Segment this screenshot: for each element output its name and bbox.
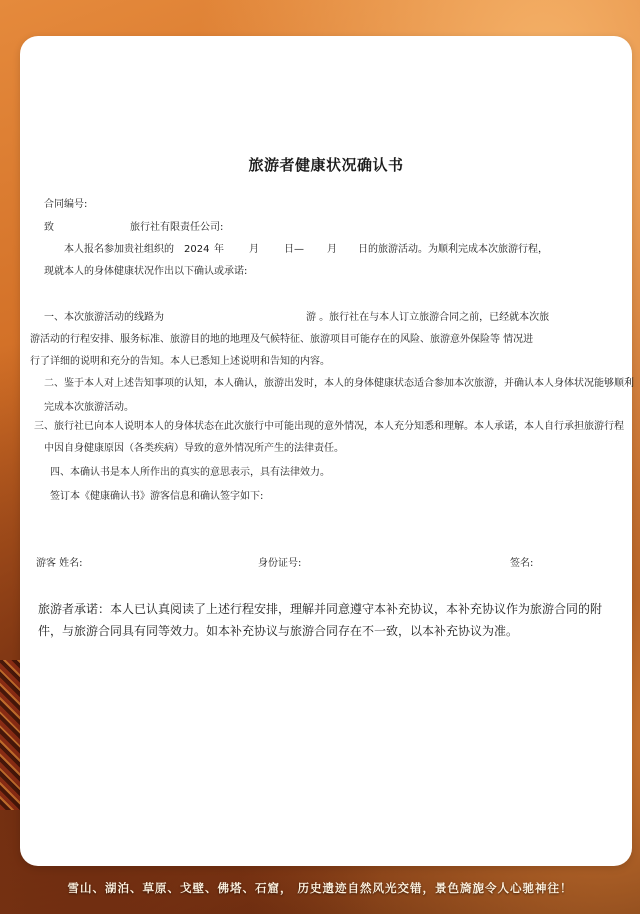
tourist-name-label: 游客 姓名: bbox=[36, 558, 83, 569]
intro-year-suffix: 年 bbox=[214, 244, 224, 255]
item-4: 四、本确认书是本人所作出的真实的意思表示，具有法律效力。 bbox=[50, 467, 330, 478]
signature-label: 签名: bbox=[510, 558, 534, 569]
id-number-label: 身份证号: bbox=[258, 558, 302, 569]
intro-month-1: 月 bbox=[249, 244, 259, 255]
footer-slogan: 雪山、湖泊、草原、戈壁、佛塔、石窟， 历史遗迹自然风光交错，景色旖旎令人心驰神往！ bbox=[67, 881, 573, 895]
to-label: 致 bbox=[44, 222, 54, 233]
intro-day-1: 日— bbox=[284, 244, 304, 255]
item-1-line-3: 行了详细的说明和充分的告知。本人已悉知上述说明和告知的内容。 bbox=[30, 356, 330, 367]
item-2-line-1: 二、鉴于本人对上述告知事项的认知，本人确认，旅游出发时，本人的身体健康状态适合参加本次旅游，并确认本人身体状况能够顺利 bbox=[44, 378, 634, 389]
item-2-line-2: 完成本次旅游活动。 bbox=[44, 402, 134, 413]
intro-text: 本人报名参加贵社组织的 bbox=[64, 244, 174, 255]
agency-label: 旅行社有限责任公司: bbox=[130, 222, 224, 233]
intro-month-2: 月 bbox=[327, 244, 337, 255]
item-3-line-2: 中因自身健康原因（各类疾病）导致的意外情况所产生的法律责任。 bbox=[44, 443, 344, 454]
item-3-line-1: 三、旅行社已向本人说明本人的身体状态在此次旅行中可能出现的意外情况，本人充分知悉和理解。本人承诺，本人自行承担旅游行程 bbox=[34, 421, 624, 432]
contract-number-label: 合同编号: bbox=[44, 199, 88, 210]
intro-day-2: 日的旅游活动。为顺利完成本次旅游行程， bbox=[358, 244, 548, 255]
sign-intro: 签订本《健康确认书》游客信息和确认签字如下: bbox=[50, 491, 264, 502]
item-1-line-1b: 游 。旅行社在与本人订立旅游合同之前，已经就本次旅 bbox=[306, 312, 550, 323]
tourist-commitment: 旅游者承诺：本人已认真阅读了上述行程安排，理解并同意遵守本补充协议，本补充协议作为旅游合同的附件，与旅游合同具有同等效力。如本补充协议与旅游合同存在不一致，以本补充协议为准。 bbox=[38, 602, 603, 638]
intro-year: 2024 bbox=[184, 244, 210, 255]
item-1-line-1a: 一、本次旅游活动的线路为 bbox=[44, 312, 164, 323]
document-title: 旅游者健康状况确认书 bbox=[248, 156, 404, 174]
document-card bbox=[20, 36, 632, 866]
intro-line-2: 现就本人的身体健康状况作出以下确认或承诺: bbox=[44, 266, 248, 277]
item-1-line-2: 游活动的行程安排、服务标准、旅游目的地的地理及气候特征、旅游项目可能存在的风险、旅游意外保险等 情况进 bbox=[30, 334, 534, 345]
